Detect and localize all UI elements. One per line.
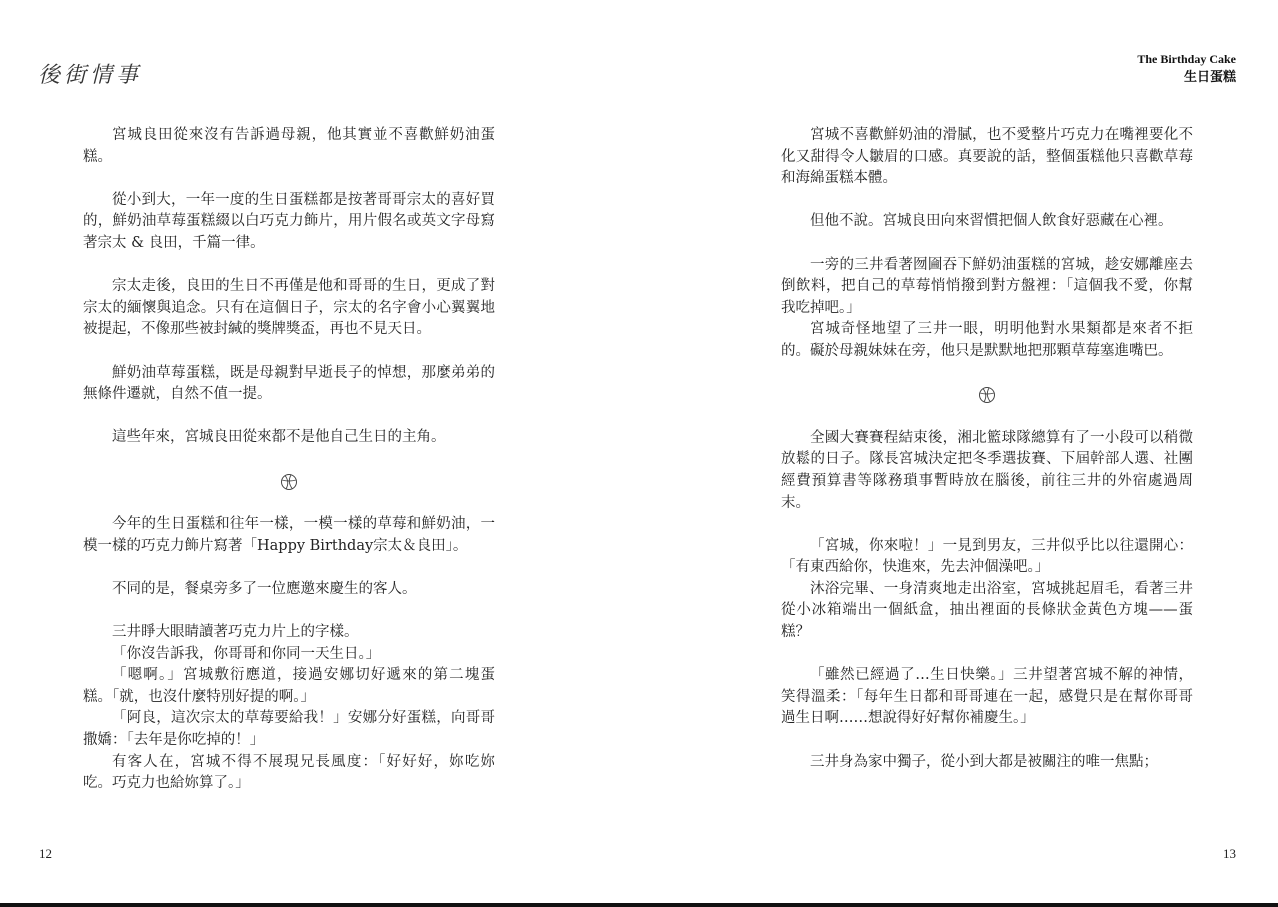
paragraph: 三井睜大眼睛讀著巧克力片上的字樣。 (112, 624, 359, 641)
bottom-rule (0, 903, 1278, 907)
running-head (1137, 50, 1236, 88)
paragraph: 「阿良，這次宗太的草莓要給我！」安娜分好蛋糕，向哥哥撒嬌：「去年是你吃掉的！」 (83, 710, 495, 749)
paragraph: 這些年來，宮城良田從來都不是他自己生日的主角。 (112, 429, 446, 446)
paragraph: 今年的生日蛋糕和往年一樣，一模一樣的草莓和鮮奶油，一模一樣的巧克力飾片寫著「Happy Birthday宗太＆良田」。 (83, 516, 495, 554)
paragraph: 一旁的三井看著囫圇吞下鮮奶油蛋糕的宮城，趁安娜離座去倒飲料，把自己的草莓悄悄撥到對方盤裡：「這個我不愛，你幫我吃掉吧。」 (781, 256, 1193, 316)
left-text-column (83, 125, 495, 795)
paragraph: 從小到大，一年一度的生日蛋糕都是按著哥哥宗太的喜好買的，鮮奶油草莓蛋糕綴以白巧克力飾片，用片假名或英文字母寫著宗太 & 良田，千篇一律。 (83, 191, 495, 251)
page-number: 12 (39, 846, 52, 861)
paragraph: 不同的是，餐桌旁多了一位應邀來慶生的客人。 (112, 580, 417, 597)
paragraph: 宮城良田從來沒有告訴過母親，他其實並不喜歡鮮奶油蛋糕。 (83, 127, 495, 165)
basketball-icon (978, 386, 996, 404)
paragraph: 「嗯啊。」宮城敷衍應道，接過安娜切好遞來的第二塊蛋糕。「就，也沒什麼特別好提的啊。」 (83, 667, 495, 705)
paragraph: 但他不說。宮城良田向來習慣把個人飲食好惡藏在心裡。 (810, 213, 1173, 230)
left-page (0, 0, 639, 903)
paragraph: 「雖然已經過了…生日快樂。」三井望著宮城不解的神情，笑得溫柔：「每年生日都和哥哥連在一起，感覺只是在幫你哥哥過生日啊……想說得好好幫你補慶生。」 (781, 667, 1193, 727)
paragraph: 宮城奇怪地望了三井一眼，明明他對水果類都是來者不拒的。礙於母親妹妹在旁，他只是默默地把那顆草莓塞進嘴巴。 (781, 321, 1193, 359)
page-number: 13 (1223, 846, 1236, 861)
paragraph: 三井身為家中獨子，從小到大都是被關注的唯一焦點； (810, 753, 1158, 770)
running-head-chinese: 生日蛋糕 (1183, 70, 1236, 85)
section-break-ornament (781, 384, 1193, 406)
paragraph: 宗太走後，良田的生日不再僅是他和哥哥的生日，更成了對宗太的緬懷與追念。只有在這個日子，宗太的名字會小心翼翼地被提起，不像那些被封緘的獎牌獎盃，再也不見天日。 (83, 278, 495, 338)
running-head-english: The Birthday Cake (1137, 52, 1236, 66)
paragraph: 鮮奶油草莓蛋糕，既是母親對早逝長子的悼想，那麼弟弟的無條件遷就，自然不值一提。 (83, 364, 495, 403)
basketball-icon (280, 473, 298, 491)
right-page (639, 0, 1278, 903)
paragraph: 沐浴完畢、一身清爽地走出浴室，宮城挑起眉毛，看著三井從小冰箱端出一個紙盒，抽出裡面的長條狀金黃色方塊——蛋糕？ (781, 580, 1193, 641)
paragraph: 「宮城，你來啦！」一見到男友，三井似乎比以往還開心：「有東西給你，快進來，先去沖個澡吧。」 (781, 537, 1193, 576)
paragraph: 宮城不喜歡鮮奶油的滑膩，也不愛整片巧克力在嘴裡要化不化又甜得令人皺眉的口感。真要說的話，整個蛋糕他只喜歡草莓和海綿蛋糕本體。 (781, 127, 1193, 187)
paragraph: 「你沒告訴我，你哥哥和你同一天生日。」 (112, 645, 381, 662)
paragraph: 全國大賽賽程結束後，湘北籃球隊總算有了一小段可以稍微放鬆的日子。隊長宮城決定把冬季選拔賽、下屆幹部人選、社團經費預算書等隊務瑣事暫時放在腦後，前往三井的外宿處過周末。 (781, 429, 1193, 511)
paragraph: 有客人在，宮城不得不展現兄長風度：「好好好，妳吃妳吃。巧克力也給妳算了。」 (83, 753, 495, 792)
book-logo: 後街情事 (38, 63, 143, 88)
right-text-column (781, 125, 1193, 795)
section-break-ornament (83, 471, 495, 493)
